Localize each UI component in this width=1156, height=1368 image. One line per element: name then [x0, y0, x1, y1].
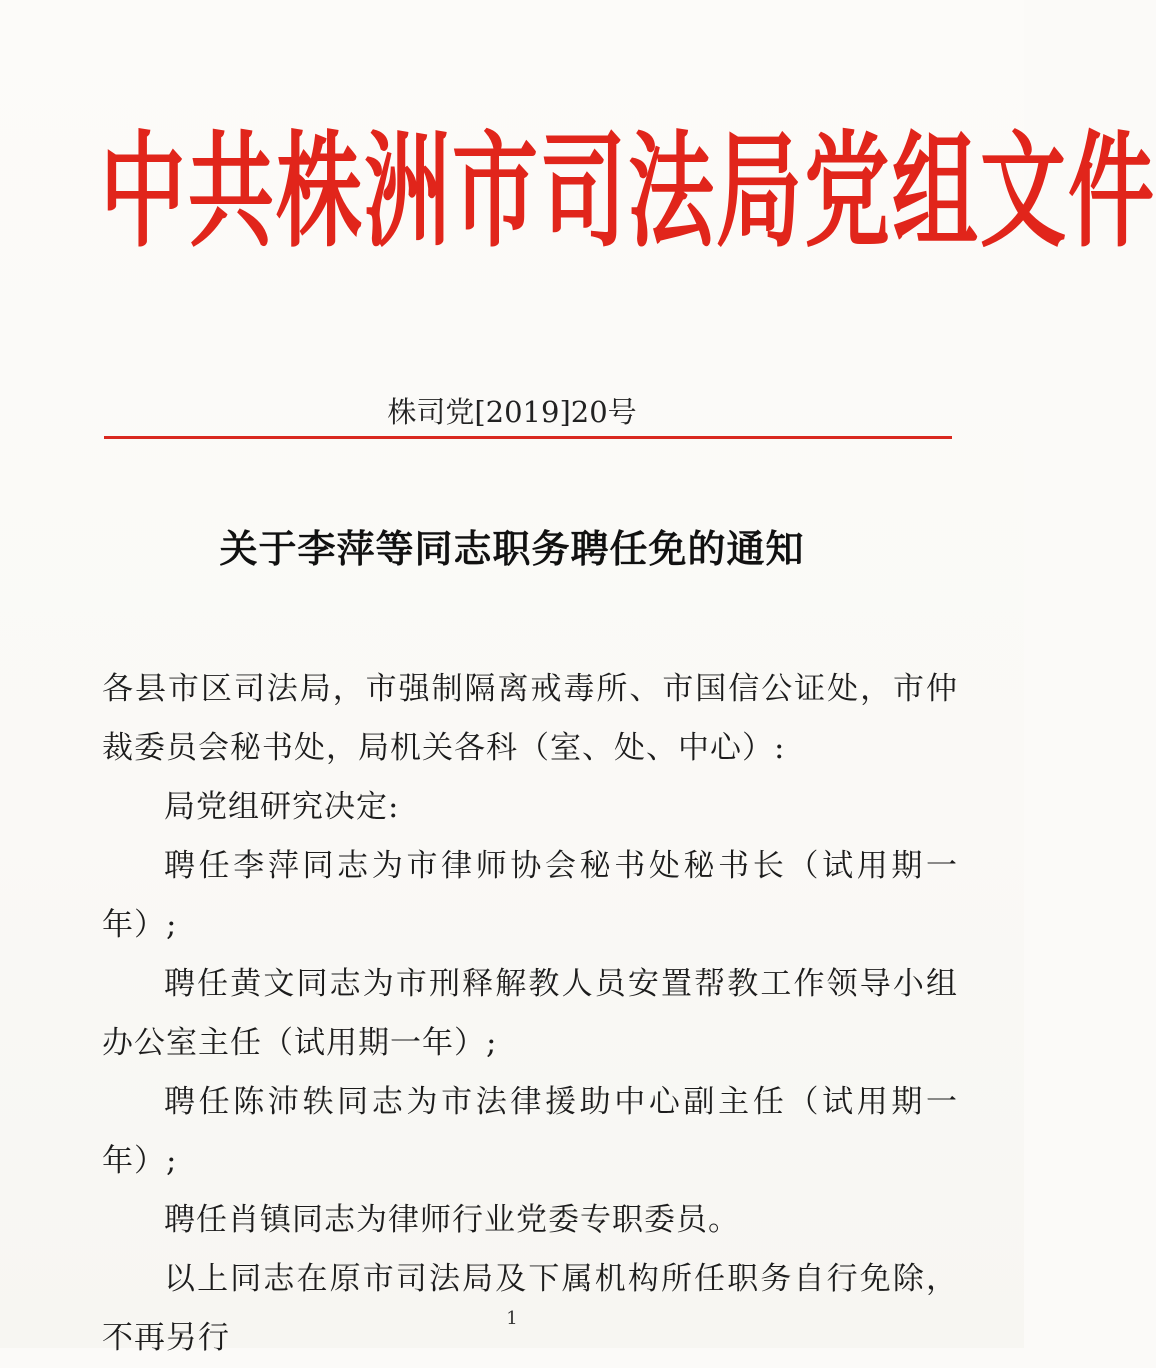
document-number: 株司党[2019]20号	[387, 395, 637, 429]
body-paragraph: 聘任陈沛轶同志为市法律援助中心副主任（试用期一年）;	[102, 1084, 958, 1179]
page-number: 1	[506, 1308, 518, 1329]
document-body	[102, 660, 958, 1368]
body-paragraph: 聘任李萍同志为市律师协会秘书处秘书长（试用期一年）;	[102, 848, 958, 943]
body-paragraph: 聘任肖镇同志为律师行业党委专职委员。	[164, 1202, 740, 1238]
addressee-paragraph: 各县市区司法局，市强制隔离戒毒所、市国信公证处，市仲裁委员会秘书处，局机关各科（室、处、中心）:	[102, 671, 958, 766]
body-paragraph: 聘任黄文同志为市刑释解教人员安置帮教工作领导小组办公室主任（试用期一年）;	[102, 966, 958, 1061]
body-paragraph: 局党组研究决定:	[164, 789, 400, 825]
body-paragraph: 以上同志在原市司法局及下属机构所任职务自行免除，不再另行	[102, 1261, 958, 1356]
red-divider-line	[104, 436, 952, 439]
notice-title: 关于李萍等同志职务聘任免的通知	[219, 526, 805, 571]
document-header-title: 中共株洲市司法局党组文件	[100, 119, 1156, 265]
